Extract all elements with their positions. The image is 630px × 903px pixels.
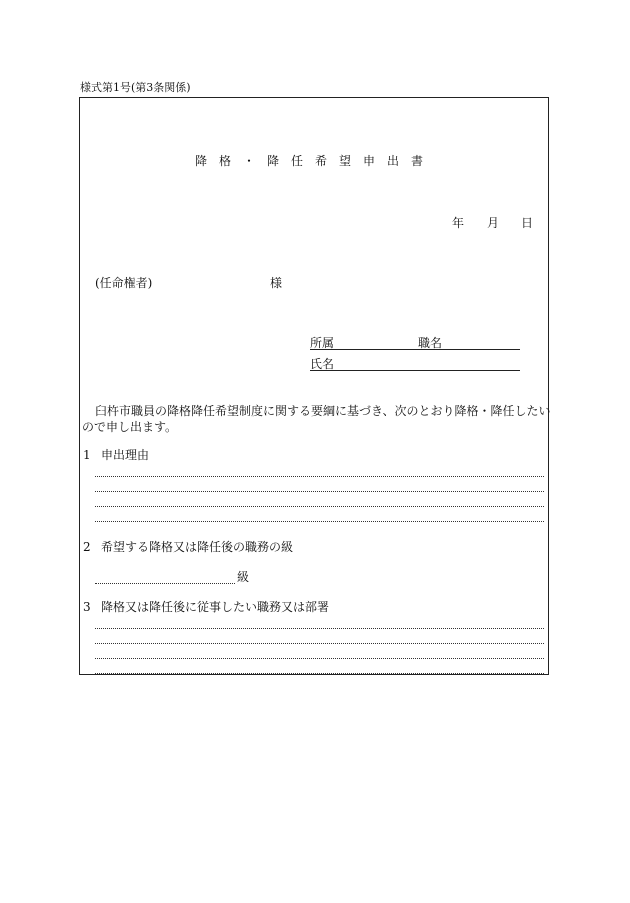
section-3-heading: [83, 601, 329, 613]
appointer-label: (任命権者): [95, 276, 153, 290]
form-frame: [79, 97, 549, 675]
desired-post-dotted-line-2[interactable]: [95, 643, 544, 644]
reason-dotted-line-4[interactable]: [95, 521, 544, 522]
desired-post-dotted-line-4[interactable]: [95, 673, 544, 674]
affiliation-underline[interactable]: [310, 349, 520, 350]
section-3-number: 3: [83, 600, 91, 614]
date-month-label: 月: [487, 216, 500, 230]
body-text-line-1: 臼杵市職員の降格降任希望制度に関する要綱に基づき、次のとおり降格・降任したい: [95, 404, 551, 418]
form-title: [0, 155, 630, 167]
grade-suffix-label: 級: [237, 570, 250, 584]
section-2-heading: [83, 541, 293, 553]
honorific-label: 様: [270, 276, 283, 290]
desired-post-dotted-line-1[interactable]: [95, 628, 544, 629]
name-underline[interactable]: [310, 370, 520, 371]
affiliation-label: 所属: [310, 336, 335, 350]
section-2-number: 2: [83, 540, 91, 554]
reason-dotted-line-1[interactable]: [95, 476, 544, 477]
section-1-heading: [83, 449, 149, 461]
date-year-label: 年: [452, 216, 465, 230]
reason-dotted-line-3[interactable]: [95, 506, 544, 507]
desired-post-dotted-line-3[interactable]: [95, 658, 544, 659]
position-label: 職名: [418, 336, 443, 350]
section-2-title: 希望する降格又は降任後の職務の級: [101, 540, 294, 554]
section-1-title: 申出理由: [101, 448, 150, 462]
date-day-label: 日: [521, 216, 534, 230]
section-1-number: 1: [83, 448, 91, 462]
form-title-text: 降格・降任希望申出書: [194, 154, 435, 168]
reason-dotted-line-2[interactable]: [95, 491, 544, 492]
name-label: 氏名: [310, 357, 335, 371]
body-text-line-2: ので申し出ます。: [82, 420, 178, 434]
grade-dotted-line[interactable]: [95, 583, 235, 584]
form-number-label: 様式第1号(第3条関係): [80, 81, 191, 94]
section-3-title: 降格又は降任後に従事したい職務又は部署: [101, 600, 330, 614]
